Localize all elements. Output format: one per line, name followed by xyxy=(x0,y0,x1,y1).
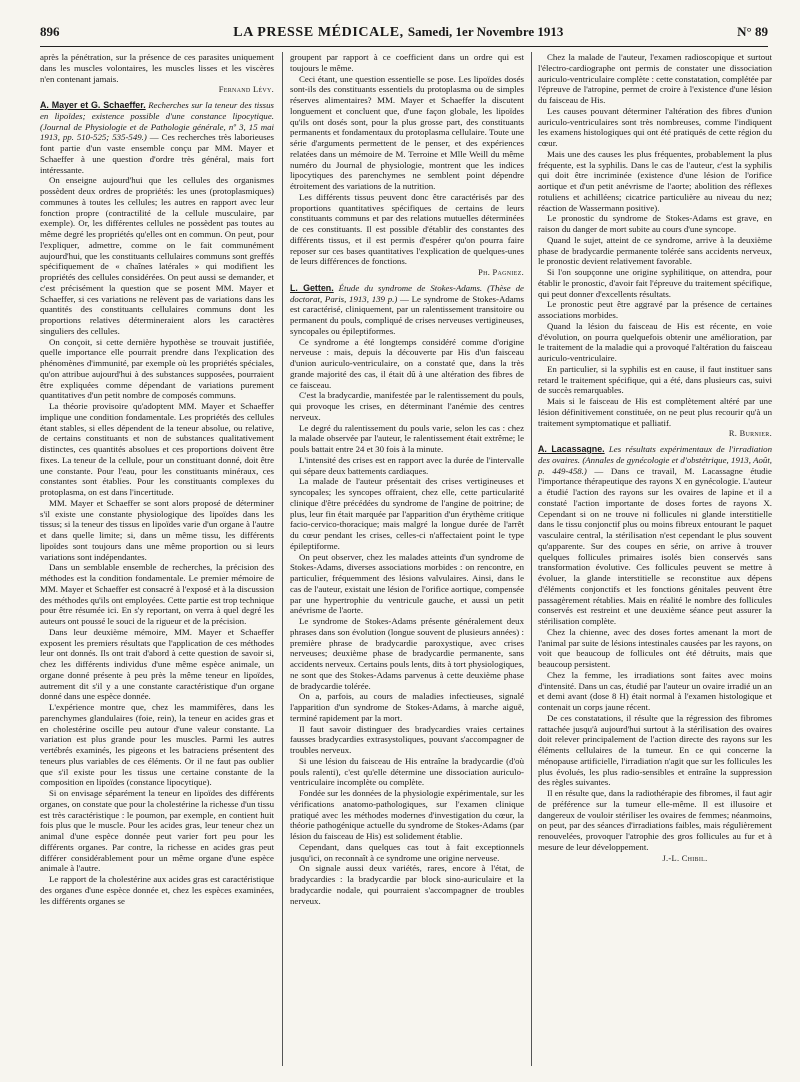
article-title: Recherches sur la teneur des tissus en lipoïdes; existence possible d'une constance lipocytique. xyxy=(40,100,274,121)
paragraph: Si l'on soupçonne une origine syphilitique, on attendra, pour établir le pronostic, d'avoir fait l'épreuve du traitement spécifique, qui peut donner d'excellents résultats. xyxy=(538,267,772,299)
paragraph: groupent par rapport à ce coefficient dans un ordre qui est toujours le même. xyxy=(290,52,524,73)
paragraph: Cependant, dans quelques cas tout à fait exceptionnels jusqu'ici, on reconnaît à ce syndrome une origine nerveuse. xyxy=(290,841,524,863)
paragraph: Le syndrome de Stokes-Adams présente généralement deux phrases dans son évolution (longue souvent de plusieurs années) : première phrase de bradycardie paroxystique, avec crises nerveuses; deuxième phase de bradycardie permanente, sans accidents nerveux. Certains pouls lents, dits à tort physiologiques, ne sont que des Stokes-Adams parvenus à cette deuxième phase de bradycardie tolérée. xyxy=(290,616,524,691)
article-lead: — Le syndrome de Stokes-Adams est caractérisé, cliniquement, par un ralentissement transitoire ou permanent du pouls, compliqué de crises nerveuses vertigineuses, syncopales ou épileptiformes. xyxy=(290,293,524,336)
signature: Ph. Pagniez. xyxy=(478,268,524,277)
issue-date: Samedi, 1er Novembre 1913 xyxy=(407,24,564,39)
header-rule xyxy=(40,46,768,47)
paragraph: Les causes pouvant déterminer l'altération des fibres d'union auriculo-ventriculaires sont très nombreuses, comme l'indiquent les examens histologiques qui ont été pratiqués de cette région du cœur. xyxy=(538,105,772,148)
paragraph: Quand le sujet, atteint de ce syndrome, arrive à la deuxième phase de bradycardie permanente tolérée sans accidents nerveux, le pronostic devient relativement favorable. xyxy=(538,234,772,267)
article-lead: — Ces recherches très laborieuses font partie d'un vaste ensemble conçu par MM. Mayer et Schaeffer à une question d'ordre très général, mais fort intéressante. xyxy=(40,132,274,175)
paragraph: MM. Mayer et Schaeffer se sont alors proposé de déterminer s'il existe une constante physiologique des lipoïdes dans les tissus; si la teneur des tissus en lipoïdes varie d'un organe à l'autre et dans quelle limite; si, dans un même tissu, les différents lipoïdes sont toujours dans une même proportion ou si leurs variations sont indépendantes. xyxy=(40,497,274,562)
paragraph: Mais une des causes les plus fréquentes, probablement la plus fréquente, est la syphilis. Dans le cas de l'auteur, c'est la syphilis qui doit être incriminée (existence d'une lésion de l'orifice aortique et d'un petit anévrisme de l'aorte; abolition des réflexes rotuliens et achilléens; cicatrice particulière au niveau du nez; réaction de Wassermann positive). xyxy=(538,148,772,213)
issue-number: N° 89 xyxy=(737,24,768,39)
paragraph: Si une lésion du faisceau de His entraîne la bradycardie (d'où pouls ralenti), c'est qu'elle détermine une dissociation auriculo-ventriculaire incomplète ou complète. xyxy=(290,755,524,788)
article-reference: (Journal de Physiologie et de Pathologie générale, nº 3, 15 mai 1913, pp. 510-525; 535-549.) xyxy=(40,121,274,143)
article-author: L. Getten. xyxy=(290,282,334,293)
paragraph: Le pronostic peut être aggravé par la présence de certaines associations morbides. xyxy=(538,299,772,320)
paragraph: On peut observer, chez les malades atteints d'un syndrome de Stokes-Adams, diverses associations morbides : on rencontre, en particulier, fréquemment des lésions valvulaires. Ainsi, dans le cas de l'auteur, existait une lésion de l'orifice aortique, compensée par une hypertrophie du ventricule gauche, et aussi un petit anévrisme de l'aorte. xyxy=(290,551,524,616)
paragraph: Mais si le faisceau de His est complètement altéré par une lésion définitivement constituée, on ne peut plus recourir qu'à un traitement symptomatique et palliatif. xyxy=(538,396,772,428)
paragraph: Il faut savoir distinguer des bradycardies vraies certaines fausses bradycardies extrasystoliques, pouvant s'accompagner de troubles nerveux. xyxy=(290,723,524,755)
column-2 xyxy=(290,52,524,1070)
signature: J.-L. Chibil. xyxy=(662,853,708,863)
paragraph: Il en résulte que, dans la radiothérapie des fibromes, il faut agir de préférence sur la tumeur elle-même. Il est illusoire et dangereux de vouloir stériliser les ovaires de femmes; néanmoins, on peut, par des séances d'irradiations faibles, mais régulièrement renouvelées, provoquer l'atrophie des gros follicules au fur et à mesure de leur développement. xyxy=(538,788,772,852)
article-intro xyxy=(538,444,772,627)
paragraph: Quand la lésion du faisceau de His est récente, en voie d'évolution, on pourra quelquefois obtenir une amélioration, par le traitement de la maladie qui a provoqué l'altération du faisceau auriculo-ventriculaire. xyxy=(538,320,772,363)
paragraph: Le degré du ralentissement du pouls varie, selon les cas : chez la malade observée par l'auteur, le ralentissement était extrême; le pouls battait entre 24 et 30 fois à la minute. xyxy=(290,422,524,454)
paragraph: On conçoit, si cette dernière hypothèse se trouvait justifiée, quelle importance elle pourrait prendre dans l'explication des phénomènes d'immunité, par exemple où les propriétés spéciales, qu'on attribue aujourd'hui à des substances supposées, pourraient être expliquées comme dépendant de variations purement quantitatives d'un petit nombre de composés communs. xyxy=(40,336,274,401)
article-author: A. Mayer et G. Schaeffer. xyxy=(40,100,146,110)
paragraph: Le pronostic du syndrome de Stokes-Adams est grave, en raison du danger de mort subite au cours d'une syncope. xyxy=(538,213,772,234)
paragraph: La malade de l'auteur présentait des crises vertigineuses et syncopales; les syncopes offraient, chez elle, cette particularité clinique d'être précédées du syndrome de l'angine de poitrine; de plus, leur fin était marquée par l'apparition d'un érythème critique facio-cervico-thoracique; mais malgré la longue durée de l'arrêt du cœur pendant les crises, celles-ci n'affectaient point le type épileptiforme. xyxy=(290,476,524,551)
paragraph: Chez la femme, les irradiations sont faites avec moins d'intensité. Dans un cas, étudié par l'auteur un ovaire irradié un an et demi avant (dose 8 H) était normal à l'examen histologique et contenait un corps jaune récent. xyxy=(538,669,772,712)
paragraph: Si on envisage séparément la teneur en lipoïdes des différents organes, on constate que pour la cholestérine la richesse d'un tissu est très caractéristique : le poumon, par exemple, en contient huit fois plus que le muscle. Pour les acides gras, leur teneur chez un animal d'une espèce donnée peut varier fort peu pour les différents organes. Par contre, la richesse en acides gras peut différer considérablement pour un même organe d'une espèce animale à l'autre. xyxy=(40,788,274,874)
paragraph: L'expérience montre que, chez les mammifères, dans les parenchymes glandulaires (foie, rein), la teneur en acides gras et en cholestérine oscille peu autour d'une valeur constante. La variation est plus grande pour les muscles. Parmi les autres vertébrés examinés, les pigeons et les batraciens présentent des teneurs plus variables de ces éléments. Or il ne faut pas oublier que s'il existe pour les tissus une certaine constante de la composition en lipoïdes (constance lipocytique). xyxy=(40,702,274,788)
article-title: Étude du syndrome de Stokes-Adams. xyxy=(338,282,483,293)
paragraph: Chez la malade de l'auteur, l'examen radioscopique et surtout l'électro-cardiographe ont permis de constater une dissociation auriculo-ventriculaire complète : cette constatation, complétée par l'épreuve de l'atropine, permet de croire à l'existence d'une lésion du faisceau de His. xyxy=(538,52,772,105)
paragraph: En particulier, si la syphilis est en cause, il faut instituer sans retard le traitement spécifique, qui a été, dans plusieurs cas, suivi de succès remarquables. xyxy=(538,363,772,396)
paragraph: On enseigne aujourd'hui que les cellules des organismes possèdent deux ordres de propriétés: les unes (protoplasmiques) communes à toutes les cellules; les autres en rapport avec leur fonction propre (contractilité de la cellule musculaire, par exemple). Or, les différentes cellules ne possèdent pas toutes au même degré les propriétés qu'elles ont en commun. On peut, pour l'expliquer, admettre, comme on le fait communément aujourd'hui, que les constituants cellulaires communs sont greffés spécifiquement de « chaînes latérales » qui modifient les propriétés des cellules considérées. On peut aussi se demander, et c'est précisément la question que se posent MM. Mayer et Schaeffer, si ces variations ne relèvent pas de variations dans les quantités des constituants cellulaires communs dont les proportions relatives détermineraient alors les caractères singuliers des cellules. xyxy=(40,175,274,336)
article-title: Les résultats expérimentaux de l'irradiation des ovaires. xyxy=(538,444,772,465)
article-intro xyxy=(290,283,524,337)
paragraph: Chez la chienne, avec des doses fortes amenant la mort de l'animal par suite de lésions intestinales causées par les rayons, on voit que beaucoup de follicules ont été détruits, mais que beaucoup persistent. xyxy=(538,626,772,669)
article-reference: (Annales de gynécologie et d'obstétrique, 1913, Août, p. 449-458.) xyxy=(538,454,772,476)
article-author: A. Lacassagne. xyxy=(538,444,605,454)
column-3 xyxy=(538,52,772,1070)
paragraph: On a, parfois, au cours de maladies infectieuses, signalé l'apparition d'un syndrome de Stokes-Adams, à marche aiguë, terminé rapidement par la mort. xyxy=(290,691,524,723)
paragraph: Ce syndrome a été longtemps considéré comme d'origine nerveuse : mais, depuis la découverte par His d'un faisceau d'union auriculo-ventriculaire, on a constaté que, dans la très grande majorité des cas, il était dû à une altération des fibres de ce faisceau. xyxy=(290,336,524,390)
journal-name: LA PRESSE MÉDICALE, xyxy=(233,25,404,40)
paragraph: Fondée sur les données de la physiologie expérimentale, sur les vérifications anatomo-pathologiques, sur l'examen clinique pratiqué avec les méthodes modernes d'investigation du cœur, la théorie pathogénique actuelle du syndrome de Stokes-Adams (par lésion du faisceau de His) est solidement établie. xyxy=(290,788,524,841)
paragraph: De ces constatations, il résulte que la régression des fibromes rattachée jusqu'à aujourd'hui surtout à la stérilisation des ovaires doit relever principalement de l'action directe des rayons sur les éléments cellulaires de la tumeur. En ce qui concerne la ménopause artificielle, l'irradiation n'agit que sur les follicules les plus évolués, les plus radio-sensibles et entraîne la suppression des règles suivantes. xyxy=(538,712,772,788)
signature: R. Burnier. xyxy=(728,429,772,439)
paragraph: Les différents tissus peuvent donc être caractérisés par des proportions quantitatives spécifiques de certains de leurs constituants communs et par des relations mutuelles déterminées de ces constituants. Il est possible d'établir des constantes des différents tissus, et il est permis d'espérer qu'on pourra faire reposer sur ces bases quantitatives l'explication de quelques-unes de leurs différences de fonctions. xyxy=(290,191,524,267)
paragraph: Le rapport de la cholestérine aux acides gras est caractéristique des organes d'une espèce donnée et, chez les espèces examinées, les différents organes se xyxy=(40,874,274,906)
page-number: 896 xyxy=(40,24,60,39)
paragraph: L'intensité des crises est en rapport avec la durée de l'intervalle qui sépare deux battements cardiaques. xyxy=(290,454,524,476)
journal-title xyxy=(233,24,563,41)
column-1 xyxy=(40,52,274,1070)
article-lead: — Dans ce travail, M. Lacassagne étudie l'importance thérapeutique des rayons X en gynécologie. L'auteur a étudié l'action des rayons sur les ovaires de lapine et il a constaté l'action importante de doses fortes de rayons X. Cependant si on ne trouve ni follicules ni glande interstitielle dans le tissu conjonctif plus ou moins fibreux entourant le paquet vasculaire central, la stérilisation n'est cependant le plus souvent qu'apparente. Sur des coupes en série, on arrive à trouver quelques follicules primaires isolés bien conservés sans transformation évolutive. Ces follicules peuvent se mettre à évoluer, la glande interstitielle se reconstitue aux dépens d'éléments conjonctifs et les fonctions génitales peuvent être passagèrement rétablies. Mais en réalité le nombre des follicules conservés est restreint et une deuxième séance peut assurer la stérilisation complète. xyxy=(538,465,772,626)
page-header xyxy=(40,24,768,42)
paragraph: après la pénétration, sur la présence de ces parasites uniquement dans les muscles volontaires, les muscles lisses et les viscères n'en contenant jamais. xyxy=(40,52,274,84)
column-divider-1 xyxy=(282,52,283,1066)
paragraph: Dans leur deuxième mémoire, MM. Mayer et Schaeffer exposent les premiers résultats que l'application de ces méthodes leur ont donnés. Ils ont trait d'abord à cette question de savoir si, chez les différents individus d'une même espèce animale, un organe donné présente à peu près la même teneur en lipoïdes, autrement dit s'il y a une constante caractéristique d'un organe donné dans une espèce donnée. xyxy=(40,626,274,702)
paragraph: Dans un semblable ensemble de recherches, la précision des méthodes est la condition fondamentale. Le premier mémoire de MM. Mayer et Schaeffer est consacré à l'exposé et à la discussion des méthodes qu'ils ont employées. Cette partie est trop technique pour être résumée ici. En s'y reportant, on verra à quel degré les auteurs ont poussé le souci de la rigueur et de la précision. xyxy=(40,562,274,626)
column-divider-2 xyxy=(531,52,532,1066)
paragraph: La théorie provisoire qu'adoptent MM. Mayer et Schaeffer implique une condition fondamentale. Les propriétés des cellules étant stables, si elles dépendent de la teneur absolue, ou relative, de certains constituants et non de substances qualitativement distinctes, ces quantités absolues et ces proportions doivent être fixes. La teneur de la cellule, pour un constituant donné, doit être une constante. Pour l'eau, pour les constituants minéraux, ces constantes sont établies. Pour les constituants complexes du protoplasma, on est dans l'incertitude. xyxy=(40,401,274,497)
article-intro xyxy=(40,100,274,175)
paragraph: Ceci étant, une question essentielle se pose. Les lipoïdes dosés sont-ils des constituants essentiels du protoplasma ou de simples réserves alimentaires? MM. Mayer et Schaeffer la discutent longuement et concluent que, d'une façon globale, les lipoïdes qu'ils ont dosés sont, pour la plus grosse part, des constituants permanents et fondamentaux du protoplasma cellulaire. Toute une série d'arguments permettent de le penser, et des expériences relatées dans un mémoire de M. Terroine et Mlle Weill du même numéro du Journal de physiologie, montrent que les indices lipocytiques des parenchymes ne semblent point dépendre étroitement des variations de la nutrition. xyxy=(290,73,524,191)
article-reference: (Thèse de doctorat, Paris, 1913, 139 p.) xyxy=(290,282,524,304)
signature: Fernand Lévy. xyxy=(218,85,274,95)
paragraph: On signale aussi deux variétés, rares, encore à l'état, de bradycardies : la bradycardie par block sino-auriculaire et la bradycardie nodale, qui pourraient s'accompagner de troubles nerveux. xyxy=(290,863,524,906)
paragraph: C'est la bradycardie, manifestée par le ralentissement du pouls, qui provoque les crises, en déterminant l'anémie des centres nerveux. xyxy=(290,390,524,422)
